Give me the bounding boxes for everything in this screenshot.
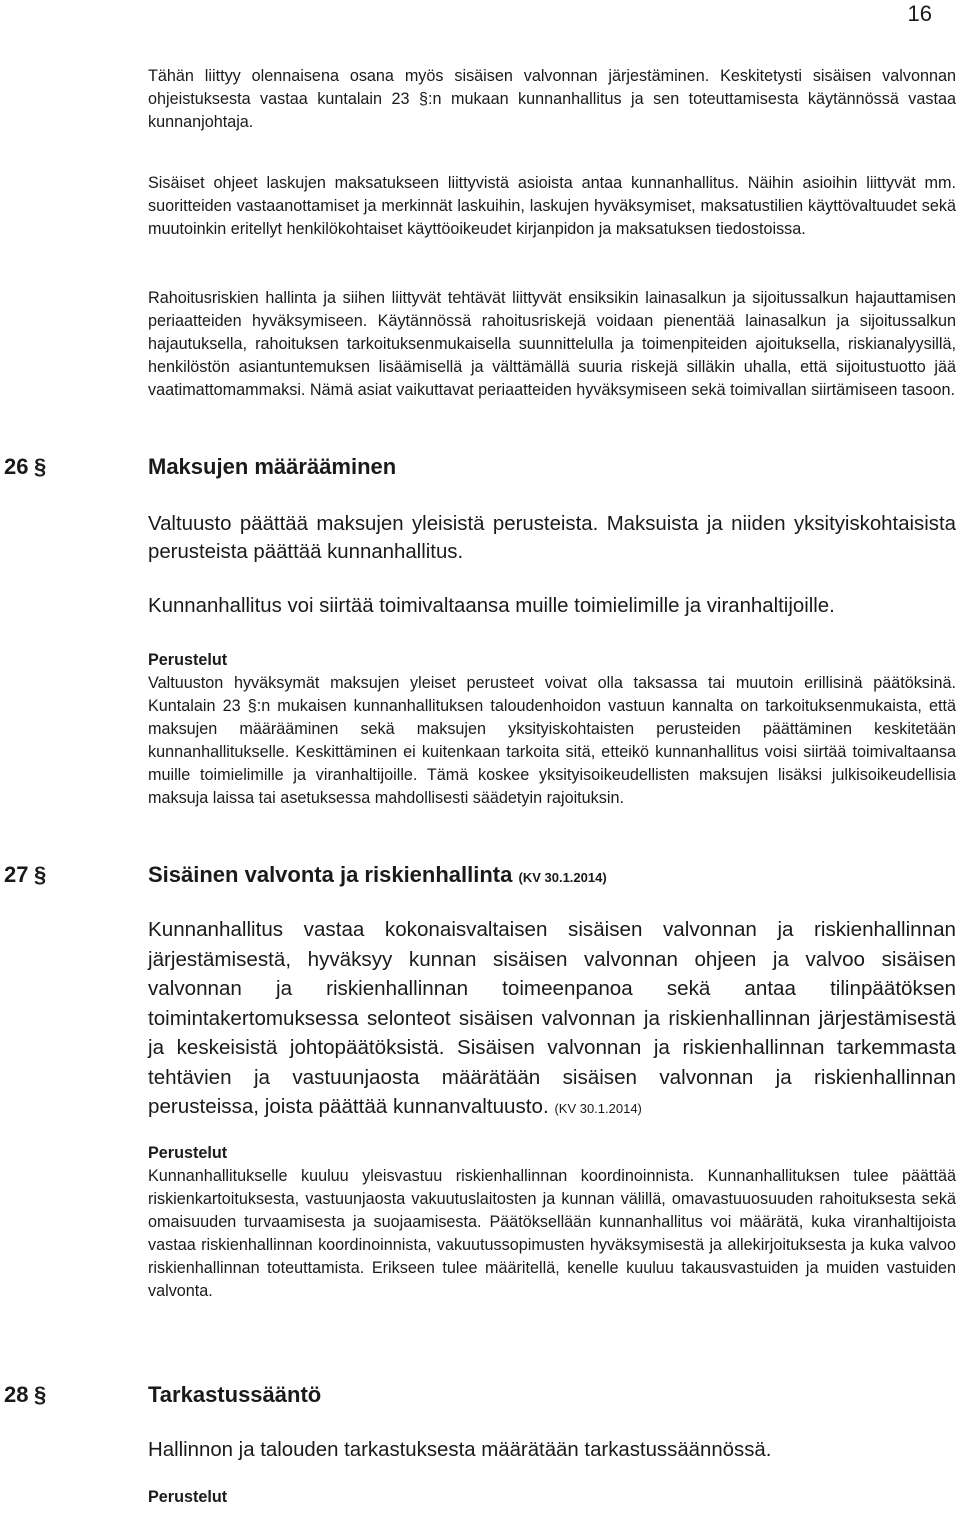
section-27-basis-heading: Perustelut (148, 1144, 228, 1162)
section-number: 26 (4, 454, 29, 479)
section-28-heading (0, 1380, 960, 1410)
section-27-heading (0, 860, 960, 890)
section-title (148, 860, 607, 893)
intro-paragraph-2: Sisäiset ohjeet laskujen maksatukseen liittyvistä asioista antaa kunnanhallitus. Näihin asioihin liittyvät mm. suoritteiden vastaanottamiset ja merkinnät laskuihin, laskujen hyväksymiset, maksatustilien käyttövaltuudet sekä muutoinkin eritellyt henkilökohtaiset käyttöoikeudet kirjanpidon ja maksatuksen tiedostoissa. (148, 174, 956, 238)
section-28-rule-1: Hallinnon ja talouden tarkastuksesta määrätään tarkastussäännössä. (148, 1439, 772, 1461)
section-27-rule-1 (148, 915, 956, 1124)
section-26-rule-1: Valtuusto päättää maksujen yleisistä perusteista. Maksuista ja niiden yksityiskohtaisista perusteista päättää kunnanhallitus. (148, 513, 956, 563)
section-26-basis-heading: Perustelut (148, 651, 228, 669)
section-27-rule-text: Kunnanhallitus vastaa kokonaisvaltaisen sisäisen valvonnan ja riskienhallinnan järjestämisestä, hyväksyy kunnan sisäisen valvonnan ohjeen ja valvoo sisäisen valvonnan ja riskienhallinnan toimeenpanoa sekä antaa tilinpäätöksen toimintakertomuksessa selonteot sisäisen valvonnan ja riskienhallinnan järjestämisestä ja keskeisistä johtopäätöksistä. Sisäisen valvonnan ja riskienhallinnan tarkemmasta tehtävien ja vastuunjaosta määrätään sisäisen valvonnan ja riskienhallinnan perusteissa, joista päättää kunnanvaltuusto. (148, 918, 956, 1118)
section-26-heading (0, 452, 960, 482)
section-sign: § (34, 862, 47, 887)
section-26-rule-2: Kunnanhallitus voi siirtää toimivaltaansa muille toimielimille ja viranhaltijoille. (148, 595, 835, 617)
section-sign: § (34, 454, 47, 479)
section-26-basis-text: Valtuuston hyväksymät maksujen yleiset perusteet voivat olla taksassa tai muutoin erillisinä päätöksinä. Kuntalain 23 §:n mukaisen kunnanhallituksen taloudenhoidon vastuun kannalta on tarkoituksenmukaista, että maksujen määrääminen sekä maksujen yksityiskohtaisten perusteiden päättäminen keskitetään kunnanhallitukselle. Keskittäminen ei kuitenkaan tarkoita sitä, etteikö kunnanhallitus voisi siirtää toimivaltaansa muille toimielimille ja viranhaltijoille. Tämä koskee yksityisoikeudellisten maksujen lisäksi julkisoikeudellisia maksuja laissa tai asetuksessa mahdollisesti säädetyin rajoituksin. (148, 674, 956, 807)
section-title: Maksujen määrääminen (148, 454, 397, 479)
section-27-rule-note: (KV 30.1.2014) (554, 1101, 642, 1116)
intro-paragraph-3: Rahoitusriskien hallinta ja siihen liittyvät tehtävät liittyvät ensiksikin lainasalkun ja sijoitussalkun hajauttamisen periaatteiden hyväksymiseen. Käytännössä rahoitusriskejä voidaan pienentää lainasalkun ja sijoitussalkun hajautuksella, rahoituksen tarkoituksenmukaisella suunnittelulla ja toimenpiteiden ajoituksella, riskianalyysillä, henkilöstön asiantuntemuksen lisäämisellä ja välttämällä suuria riskejä silläkin uhalla, että sijoitustuotto jää vaatimattomammaksi. Nämä asiat vaikuttavat periaatteiden hyväksymiseen sekä toimivallan siirtämiseen tasoon. (148, 289, 956, 399)
section-number: 28 (4, 1382, 29, 1407)
section-sign: § (34, 1382, 47, 1407)
section-title: Tarkastussääntö (148, 1382, 322, 1407)
section-27-basis-text: Kunnanhallitukselle kuuluu yleisvastuu riskienhallinnan koordinoinnista. Kunnanhallituksen tulee päättää riskienkartoituksesta, vastuunjaosta vakuutuslaitosten ja kunnan välillä, omavastuuosuuden rahoituksesta sekä omaisuuden turvaamisesta ja suojaamisesta. Päätöksellään kunnanhallitus voi määrätä, kuka viranhaltijoista vastaa riskienhallinnan koordinoinnista, vakuutussopimusten hyväksymisestä ja allekirjoituksesta ja kuka valvoo riskienhallinnan toteuttamista. Erikseen tulee määritellä, kenelle kuuluu takausvastuiden ja muiden vastuiden valvonta. (148, 1167, 956, 1300)
section-title-note: (KV 30.1.2014) (518, 870, 607, 885)
intro-paragraph-1: Tähän liittyy olennaisena osana myös sisäisen valvonnan järjestäminen. Keskitetysti sisäisen valvonnan ohjeistuksesta vastaa kuntalain 23 §:n mukaan kunnanhallitus ja sen toteuttamisesta käytännössä vastaa kunnanjohtaja. (148, 67, 956, 131)
section-title-text: Sisäinen valvonta ja riskienhallinta (148, 862, 513, 887)
section-28-basis-heading: Perustelut (148, 1488, 228, 1506)
page-number: 16 (907, 1, 932, 26)
section-number: 27 (4, 862, 29, 887)
